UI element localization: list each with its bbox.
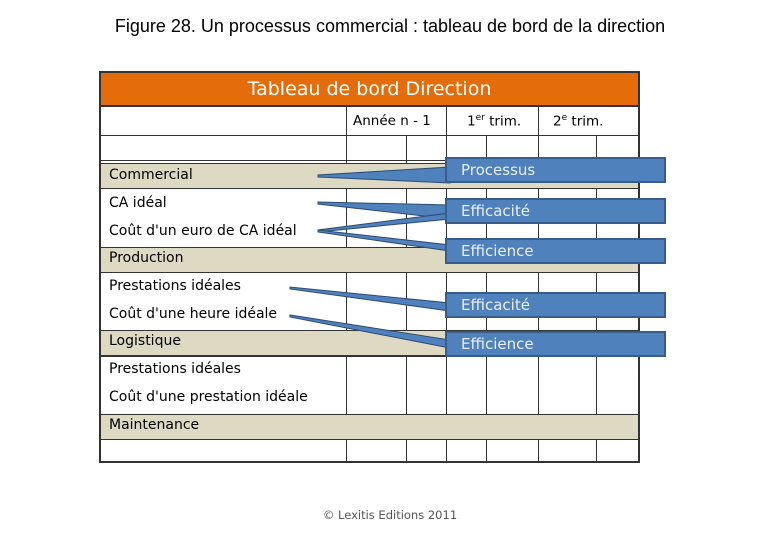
- row-label-commercial: Commercial: [109, 167, 193, 183]
- label-box-efficience: Efficience: [445, 238, 666, 264]
- label-box-efficacite: Efficacité: [445, 198, 666, 224]
- connector-heure-efficience: [290, 315, 450, 348]
- column-header-q2: 2e trim.: [553, 113, 604, 130]
- label-box-efficience: Efficience: [445, 331, 666, 357]
- column-header-q1: 1er trim.: [467, 113, 522, 130]
- row-label-production: Production: [109, 250, 184, 266]
- row-label-logistique: Logistique: [109, 333, 181, 349]
- label-box-processus: Processus: [445, 157, 666, 183]
- connector-processus: [318, 167, 450, 183]
- figure-title: Figure 28. Un processus commercial : tableau de bord de la direction: [114, 16, 666, 36]
- column-header-year-n-1: Année n - 1: [353, 113, 431, 129]
- connector-cout-efficience: [318, 230, 450, 251]
- label-box-efficacite: Efficacité: [445, 292, 666, 318]
- table-header: Tableau de bord Direction: [101, 73, 638, 107]
- row-label-cout-prestation: Coût d'une prestation idéale: [109, 389, 308, 405]
- row-label-cout-euro-ca: Coût d'un euro de CA idéal: [109, 223, 297, 239]
- copyright-notice: © Lexitis Editions 2011: [322, 508, 458, 522]
- row-label-ca-ideal: CA idéal: [109, 195, 167, 211]
- connector-prestations-efficacite: [290, 287, 450, 311]
- row-label-maintenance: Maintenance: [109, 417, 200, 433]
- row-label-cout-heure: Coût d'une heure idéale: [109, 306, 278, 322]
- row-label-prestations-ideales: Prestations idéales: [109, 278, 241, 294]
- connector-cout-efficacite: [318, 213, 450, 232]
- row-label-prestations-ideales-2: Prestations idéales: [109, 361, 241, 377]
